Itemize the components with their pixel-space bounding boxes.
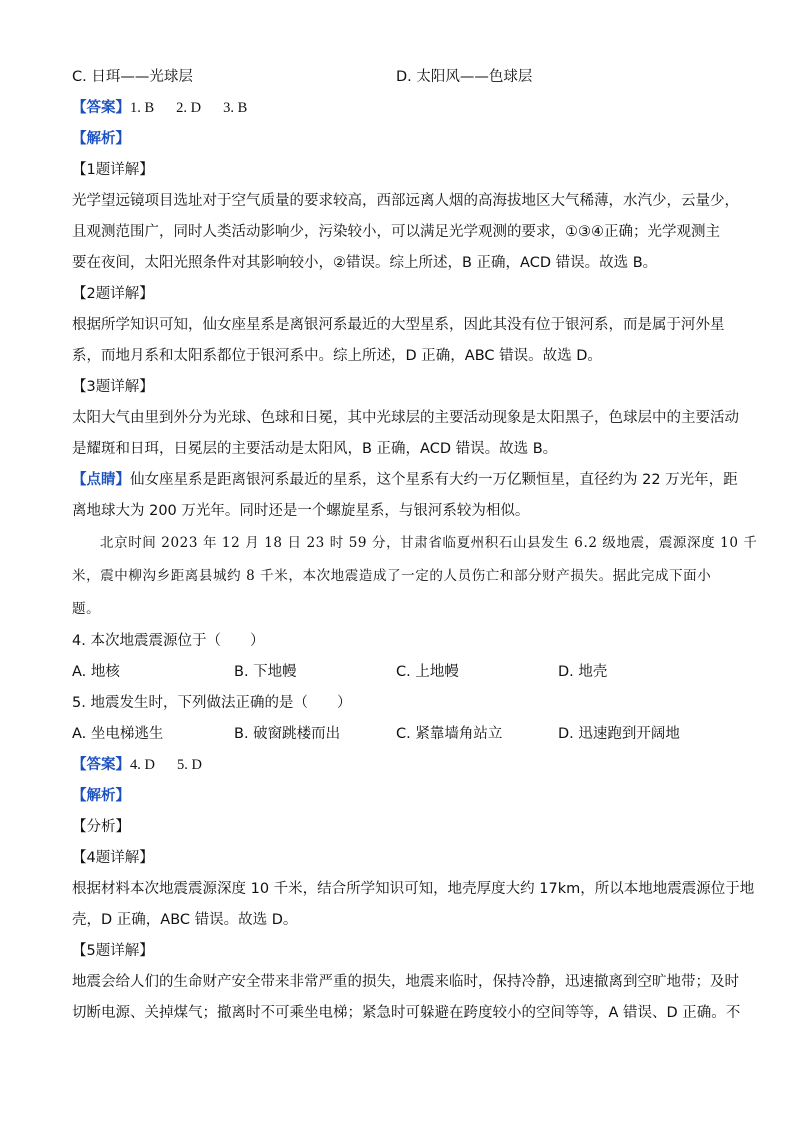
q5-option-b: B. 破窗跳楼而出 (234, 726, 341, 742)
detail-3-line-2: 是耀斑和日珥，日冕层的主要活动是太阳风，B 正确，ACD 错误。故选 B。 (72, 441, 558, 457)
question-4-stem: 4. 本次地震震源位于（ ） (72, 633, 265, 649)
question-5-stem: 5. 地震发生时，下列做法正确的是（ ） (72, 695, 352, 711)
answer-1: 1. B (130, 100, 155, 116)
detail-heading-1: 【1题详解】 (72, 162, 154, 178)
answer-5: 5. D (176, 757, 202, 773)
answer-3: 3. B (223, 100, 248, 116)
q5-option-d: D. 迅速跑到开阔地 (558, 726, 680, 742)
q3-option-d: D. 太阳风——色球层 (396, 69, 533, 85)
material-line-3: 题。 (72, 601, 101, 617)
answer-4: 4. D (130, 757, 155, 773)
q3-option-c: C. 日珥——光球层 (72, 69, 193, 85)
tip-line-2: 离地球大为 200 万光年。同时还是一个螺旋星系，与银河系较为相似。 (72, 503, 530, 519)
answer-tag: 【答案】 (72, 100, 130, 116)
detail-heading-4: 【4题详解】 (72, 850, 154, 866)
detail-3-line-1: 太阳大气由里到外分为光球、色球和日冕，其中光球层的主要活动现象是太阳黑子，色球层中的主要活动 (72, 410, 739, 426)
document-page (72, 62, 758, 1029)
detail-heading-3: 【3题详解】 (72, 379, 154, 395)
detail-4-line-1: 根据材料本次地震震源深度 10 千米，结合所学知识可知，地壳厚度大约 17km，所以本地地震震源位于地 (72, 881, 755, 897)
analysis-heading-1: 【解析】 (72, 131, 130, 147)
answer-2: 2. D (176, 100, 202, 116)
detail-5-line-1: 地震会给人们的生命财产安全带来非常严重的损失，地震来临时，保持冷静，迅速撤离到空旷地带；及时 (72, 974, 739, 990)
detail-heading-2: 【2题详解】 (72, 286, 154, 302)
fenxi-heading: 【分析】 (72, 819, 130, 835)
analysis-heading-2: 【解析】 (72, 788, 130, 804)
material-line-2: 米，震中柳沟乡距离县城约 8 千米，本次地震造成了一定的人员伤亡和部分财产损失。据此完成下面小 (72, 568, 712, 584)
detail-5-line-2: 切断电源、关掉煤气；撤离时不可乘坐电梯；紧急时可躲避在跨度较小的空间等等，A 错误、D 正确。不 (72, 1005, 741, 1021)
detail-1-line-2: 且观测范围广，同时人类活动影响少，污染较小，可以满足光学观测的要求，①③④正确；光学观测主 (72, 224, 720, 240)
detail-heading-5: 【5题详解】 (72, 943, 154, 959)
detail-2-line-1: 根据所学知识可知，仙女座星系是离银河系最近的大型星系，因此其没有位于银河系，而是属于河外星 (72, 317, 725, 333)
detail-2-line-2: 系，而地月系和太阳系都位于银河系中。综上所述，D 正确，ABC 错误。故选 D。 (72, 348, 602, 364)
detail-4-line-2: 壳，D 正确，ABC 错误。故选 D。 (72, 912, 298, 928)
q3-options-row (72, 62, 722, 93)
question-5-options (72, 719, 722, 750)
detail-1-line-3: 要在夜间，太阳光照条件对其影响较小，②错误。综上所述，B 正确，ACD 错误。故选 B。 (72, 255, 658, 271)
answer-tag-2: 【答案】 (72, 757, 130, 773)
q4-option-b: B. 下地幔 (234, 664, 297, 680)
tip-text-1: 仙女座星系是距离银河系最近的星系，这个星系有大约一万亿颗恒星，直径约为 22 万光年，距 (130, 472, 738, 488)
answer-row-2 (72, 750, 722, 781)
q4-option-d: D. 地壳 (558, 664, 608, 680)
detail-1-line-1: 光学望远镜项目选址对于空气质量的要求较高，西部远离人烟的高海拔地区大气稀薄，水汽少，云量少， (72, 193, 739, 209)
question-4-options (72, 657, 722, 688)
q5-option-a: A. 坐电梯逃生 (72, 726, 164, 742)
tip-tag: 【点睛】 (72, 472, 130, 488)
q4-option-a: A. 地核 (72, 664, 120, 680)
q5-option-c: C. 紧靠墙角站立 (396, 726, 503, 742)
tip-line-1 (72, 465, 738, 496)
material-line-1: 北京时间 2023 年 12 月 18 日 23 时 59 分，甘肃省临夏州积石山县发生 6.2 级地震，震源深度 10 千 (100, 535, 758, 551)
q4-option-c: C. 上地幔 (396, 664, 459, 680)
answer-row-1 (72, 93, 722, 124)
